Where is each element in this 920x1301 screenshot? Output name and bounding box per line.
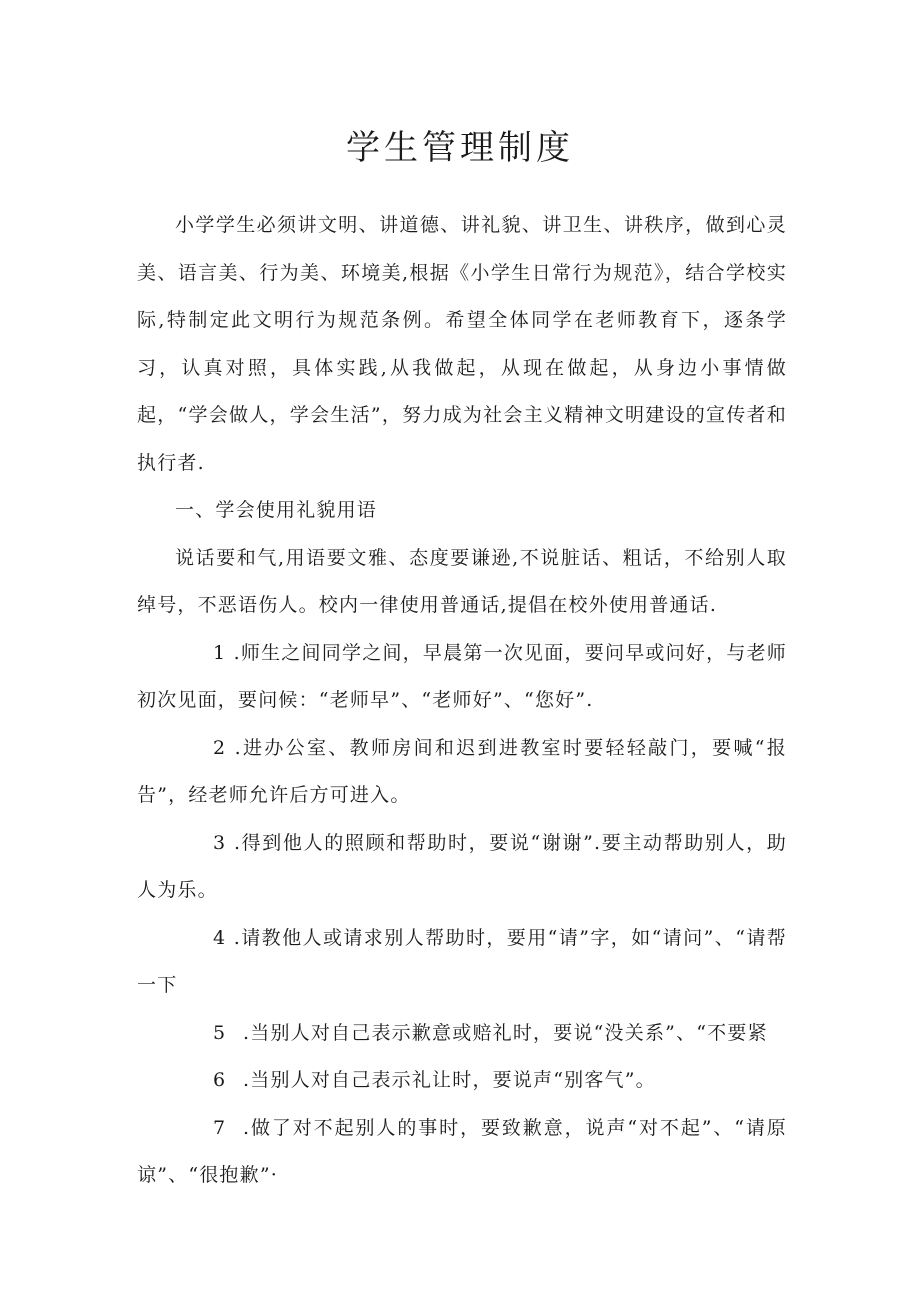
item-text: .师生之间同学之间，早晨第一次见面，要问早或问好，与老师初次见面，要问候：“老师早”、“老师好”、“您好”.: [137, 641, 787, 711]
item-text: .做了对不起别人的事时，要致歉意，说声“对不起”、“请原谅”、“很抱歉”·: [137, 1116, 787, 1186]
item-number: 1: [213, 641, 227, 664]
item-text: .得到他人的照顾和帮助时，要说“谢谢”.要主动帮助别人，助人为乐。: [137, 831, 787, 901]
item-number: 7: [213, 1116, 227, 1139]
list-item-2: [137, 725, 787, 820]
item-text: .当别人对自己表示礼让时，要说声“别客气”。: [243, 1069, 656, 1091]
section-intro-paragraph: 说话要和气,用语要文雅、态度要谦逊,不说脏话、粗话，不给别人取绰号，不恶语伤人。校内一律使用普通话,提倡在校外使用普通话.: [137, 546, 787, 616]
intro-paragraph: 小学学生必须讲文明、讲道德、讲礼貌、讲卫生、讲秩序，做到心灵美、语言美、行为美、环境美,根据《小学生日常行为规范》，结合学校实际,特制定此文明行为规范条例。希望全体同学在老师教育下，逐条学习，认真对照，具体实践,从我做起，从现在做起，从身边小事情做起，“学会做人，学会生活”，努力成为社会主义精神文明建设的宣传者和执行者.: [137, 214, 787, 474]
list-item-4: [137, 915, 787, 1010]
list-item-6: [137, 1057, 787, 1105]
item-number: 6: [213, 1069, 227, 1091]
item-number: 5: [213, 1021, 227, 1044]
list-item-3: [137, 820, 787, 915]
item-number: 2: [213, 736, 227, 759]
item-number: 4: [213, 926, 227, 949]
document-title: 学生管理制度: [346, 128, 574, 168]
list-item-5: [137, 1010, 787, 1058]
list-item-1: [137, 630, 787, 725]
document-body: [137, 202, 787, 1200]
section-heading: 一、学会使用礼貌用语: [175, 499, 378, 521]
item-text: .当别人对自己表示歉意或赔礼时，要说“没关系”、“不要紧: [243, 1021, 768, 1044]
item-number: 3: [213, 831, 227, 854]
list-item-7: [137, 1105, 787, 1200]
item-text: .进办公室、教师房间和迟到进教室时要轻轻敲门，要喊“报告”，经老师允许后方可进入。: [137, 736, 788, 806]
item-text: .请教他人或请求别人帮助时，要用“请”字，如“请问”、“请帮一下: [137, 926, 787, 996]
